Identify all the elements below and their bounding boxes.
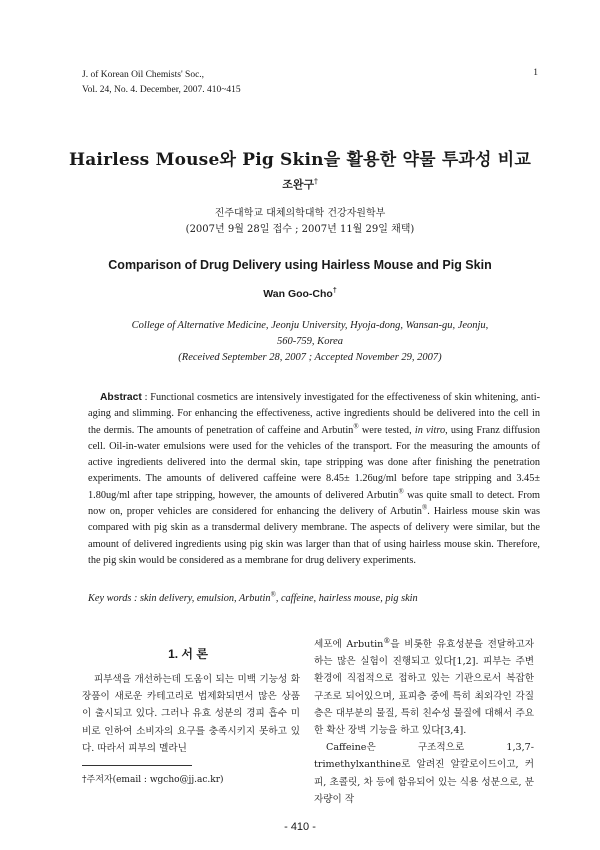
journal-name: J. of Korean Oil Chemists' Soc.,: [82, 70, 205, 80]
right-column: [314, 636, 534, 808]
page-footer: - 410 -: [284, 821, 316, 833]
abstract-italic: in vitro: [414, 424, 446, 436]
caffeine-paragraph: Caffeine은 구조적으로 1,3,7-trimethylxanthine로 알려진 알칼로이드이고, 커피, 초콜릿, 차 등에 함유되어 있는 식용 성분으로, 분자량이 작: [314, 742, 534, 805]
affiliation-text: 진주대학교 대체의학대학 건강자원학부: [214, 208, 386, 219]
korean-affiliation: [0, 206, 600, 238]
section-heading: 1. 서 론: [168, 647, 208, 661]
abstract-text-1: : Functional cosmetics are intensively investigated for the effectiveness of skin whitening, anti-aging and slimming. For enhancing the effectiveness, active ingredients should be delivered into the cell in the dermis. The amounts of penetration of caffeine and Arbutin: [88, 392, 540, 436]
author-dagger: †: [314, 176, 318, 186]
journal-citation: [82, 68, 241, 98]
received-dates: (2007년 9월 28일 접수 ; 2007년 11월 29일 채택): [185, 224, 415, 235]
english-affiliation: [95, 318, 525, 366]
registered-mark: ®: [353, 422, 359, 431]
page-number: 1: [533, 68, 538, 78]
intro-paragraph: 피부색을 개선하는데 도움이 되는 미백 기능성 화장품이 새로운 카테고리로 법제화되면서 많은 상품이 출시되고 있다. 그러나 유효 성분의 경피 흡수 미비로 인하여 소비자의 요구를 충족시키지 못하고 있다. 따라서 피부의 멜라닌: [82, 674, 300, 754]
abstract-label: Abstract: [100, 392, 142, 403]
journal-volume: Vol. 24, No. 4. December, 2007. 410~415: [82, 85, 241, 95]
keywords-text-b: , caffeine, hairless mouse, pig skin: [275, 593, 418, 604]
author-name-en: Wan Goo-Cho: [263, 288, 333, 300]
abstract: [88, 390, 540, 569]
registered-mark: ®: [383, 636, 391, 645]
abstract-text-2: were tested,: [358, 424, 415, 436]
keywords-label: Key words: [88, 593, 132, 604]
left-column: [82, 671, 300, 757]
english-title: Comparison of Drug Delivery using Hairless Mouse and Pig Skin: [108, 258, 492, 272]
korean-author: [0, 176, 600, 192]
received-dates-en: (Received September 28, 2007 ; Accepted November 29, 2007): [178, 352, 442, 363]
keywords-text-a: : skin delivery, emulsion, Arbutin: [131, 593, 271, 604]
english-author: [0, 288, 600, 300]
footnote-divider: [82, 765, 192, 766]
corresponding-author-footnote: †주저자(email : wgcho@jj.ac.kr): [82, 775, 224, 785]
registered-mark: ®: [398, 487, 404, 496]
abstract-text-5: . Hairless mouse skin was compared with pig skin as a transdermal delivery membrane. The aspects of delivery were similar, but the amount of delivered ingredients using pig skin was larger than that of using hairless mouse skin. Therefore, the pig skin would be considered as a membrane for drug delivery experiments.: [88, 506, 540, 566]
affiliation-line1: College of Alternative Medicine, Jeonju University, Hyoja-dong, Wansan-gu, Jeonju,: [131, 320, 489, 331]
registered-mark: ®: [421, 503, 428, 512]
right-text-1b: 을 비롯한 유효성분을 전달하고자하는 많은 실험이 진행되고 있다[1,2]. 피부는 주변 환경에 직접적으로 접하고 있는 기관으로서 복잡한 구조로 되어있으며, 표피층 중에 특히 최외각인 각질층은 대부분의 물질, 특히 친수성 물질에 대해서 주요한 확산 장벽 기능을 하고 있다[3,4].: [314, 639, 534, 737]
author-name: 조완구: [282, 178, 315, 191]
affiliation-line2: 560-759, Korea: [276, 336, 344, 347]
keywords: [88, 590, 540, 604]
intro-paragraph-continued: [314, 636, 534, 739]
registered-mark: ®: [270, 590, 276, 599]
right-text-1a: 세포에 Arbutin: [314, 639, 384, 650]
abstract-text-3: , using Franz diffusion cell. Oil-in-water emulsions were used for the vehicles of the transport. For the measuring the amounts of active ingredients delivered into the dermal skin, tape stripping was done after finishing the penetration experiments. The amounts of delivered caffeine were 8.45± 1.26ug/ml before tape stripping and 3.45± 1.80ug/ml after tape stripping, however, the amounts of delivered Arbutin: [88, 424, 540, 501]
korean-title: Hairless Mouse와 Pig Skin을 활용한 약물 투과성 비교: [68, 150, 532, 170]
author-dagger-en: †: [332, 287, 337, 295]
abstract-text-4: was quite small to detect. From now on, proper vehicles are considered for enhancing the delivery of Arbutin: [88, 489, 540, 518]
